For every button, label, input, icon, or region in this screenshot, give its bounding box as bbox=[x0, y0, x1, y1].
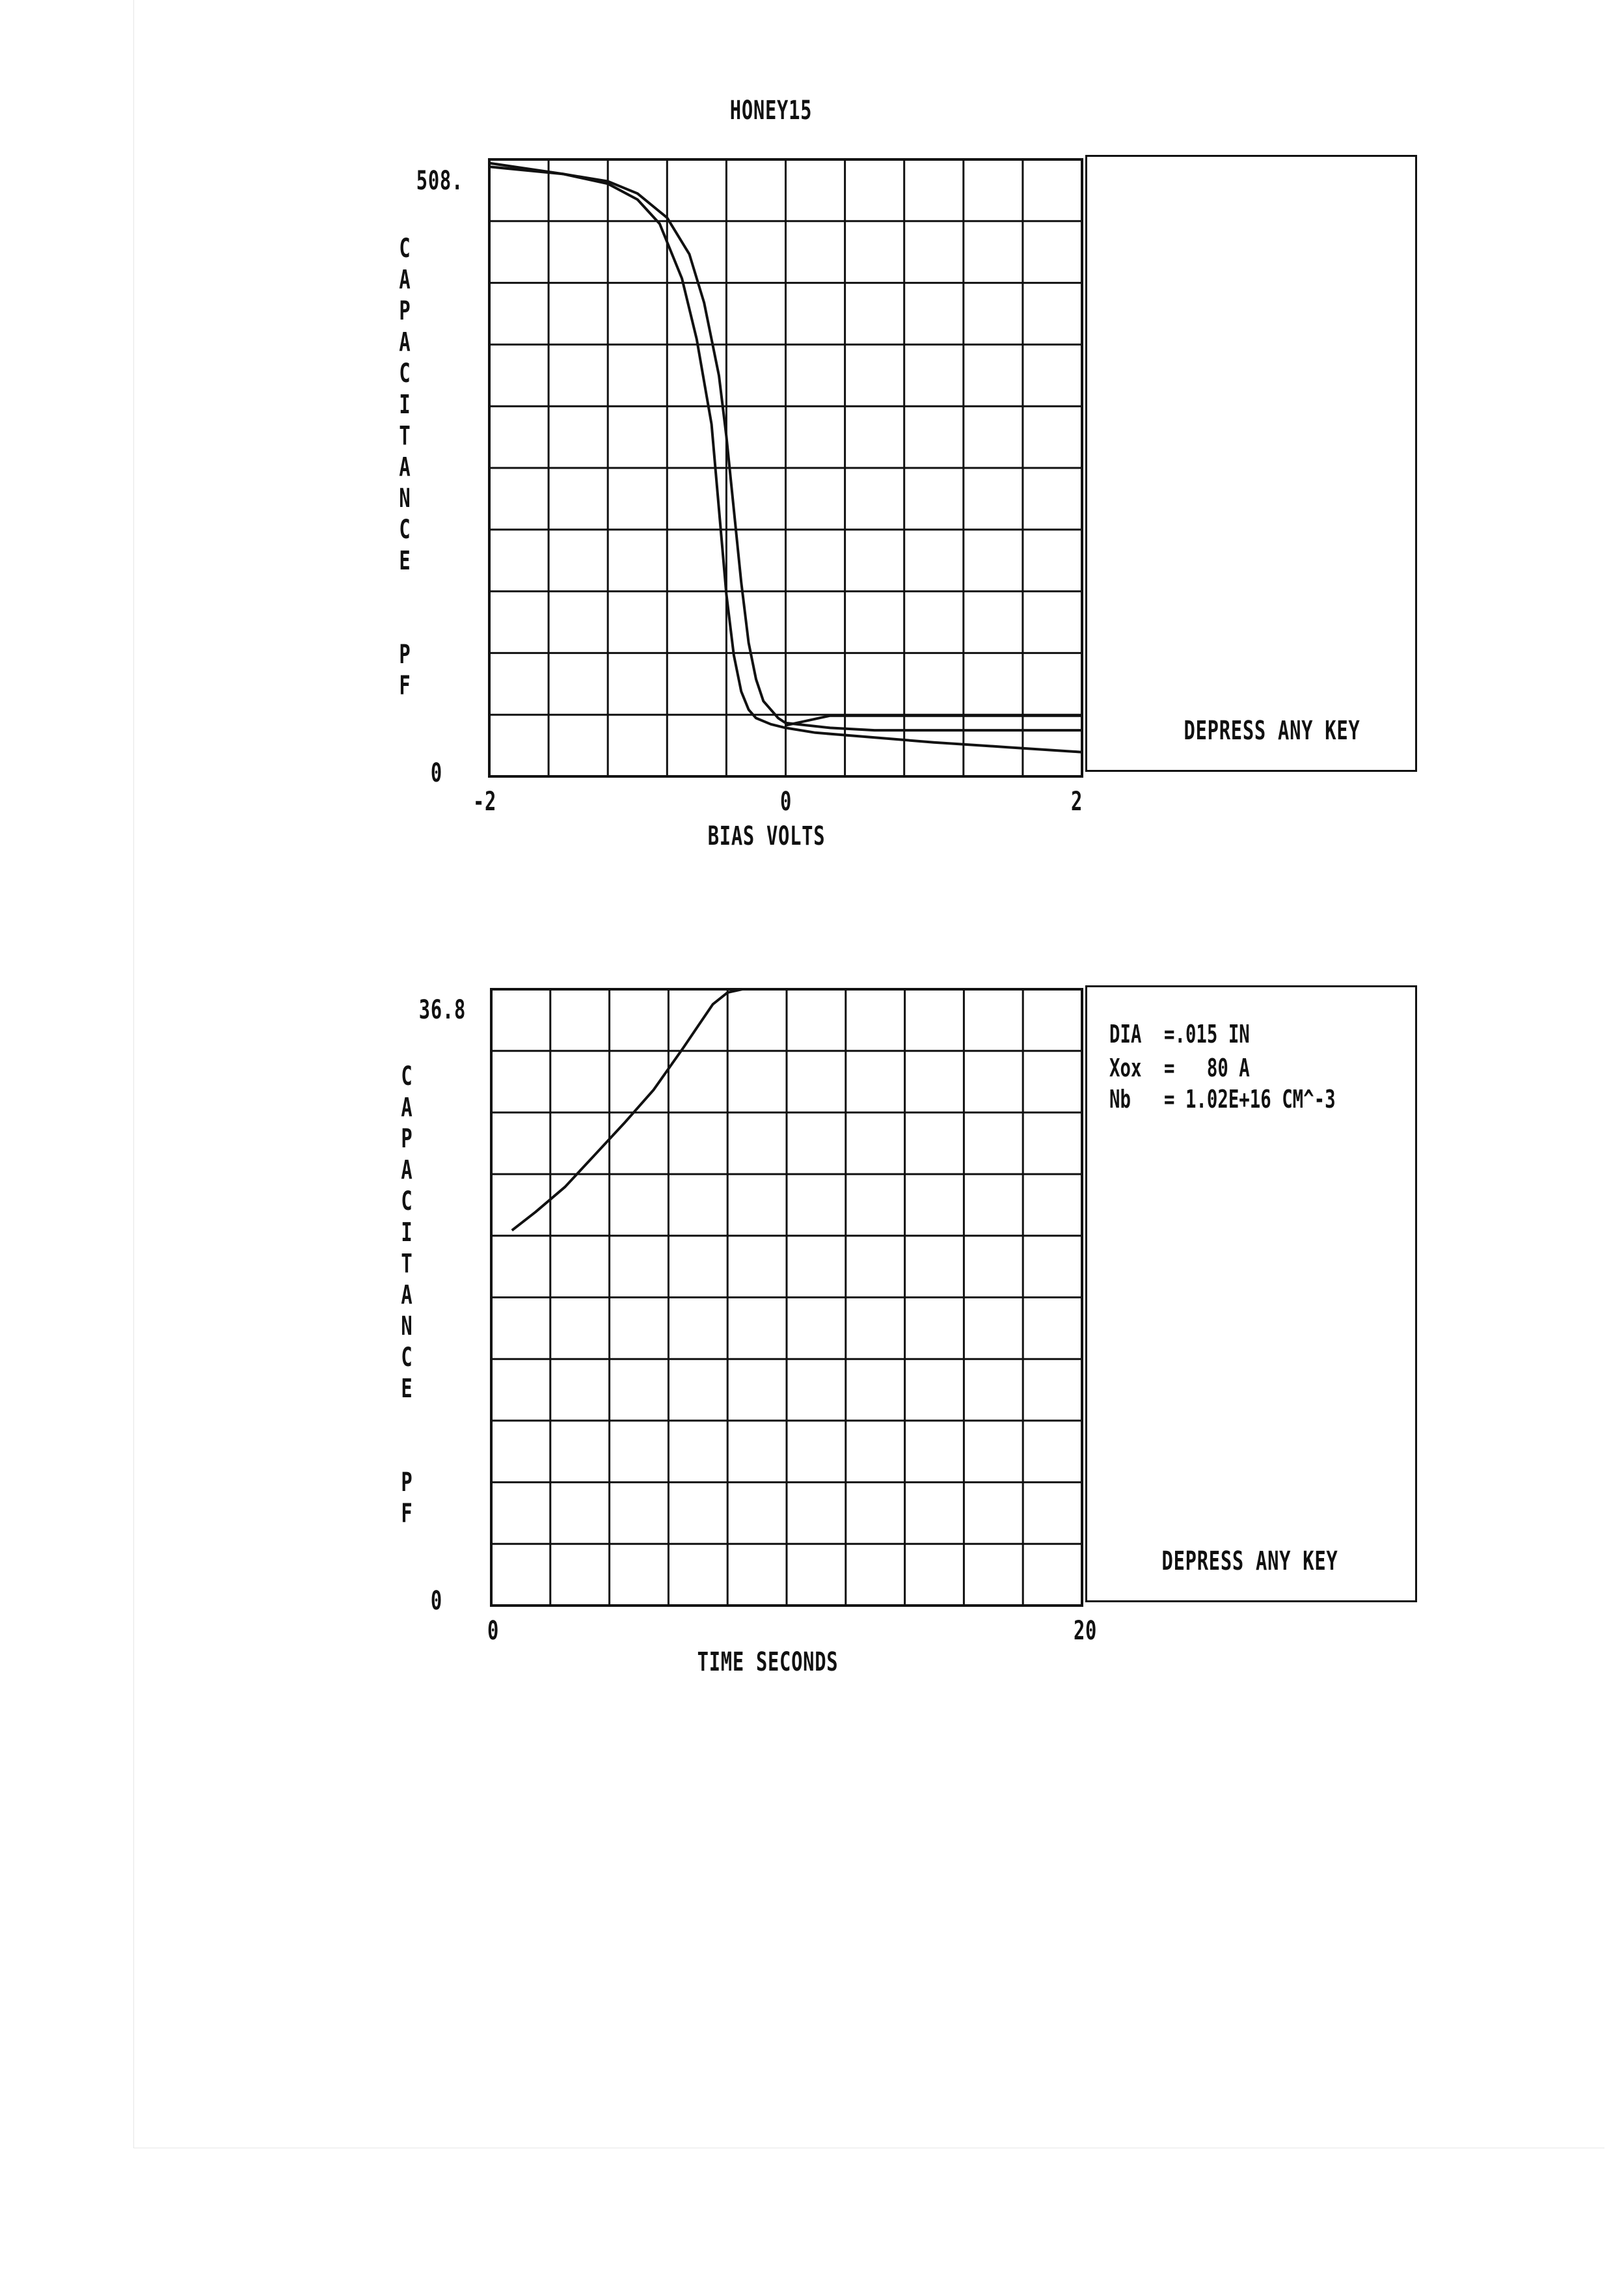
chart1-xtick-right: 2 bbox=[1070, 787, 1083, 817]
chart2-y-axis-title: C A P A C I T A N C E P F bbox=[401, 1061, 413, 1529]
chart1-y-axis-title: C A P A C I T A N C E P F bbox=[399, 234, 411, 701]
chart1-ymax-label: 508. bbox=[416, 166, 463, 196]
chart1-xtick-mid: 0 bbox=[779, 787, 792, 817]
chart2-ymin-label: 0 bbox=[430, 1586, 442, 1616]
chart2-series-1 bbox=[512, 989, 875, 1231]
chart2-side-panel bbox=[1085, 985, 1417, 1602]
param-value-nb: = 1.02E+16 CM^-3 bbox=[1164, 1085, 1336, 1114]
chart2-xtick-left: 0 bbox=[487, 1616, 500, 1646]
chart1-depress-any-key: DEPRESS ANY KEY bbox=[1184, 716, 1360, 746]
param-name-dia: DIA bbox=[1109, 1020, 1142, 1048]
chart1-ymin-label: 0 bbox=[430, 758, 442, 788]
param-name-nb: Nb bbox=[1109, 1085, 1131, 1114]
chart2-ymax-label: 36.8 bbox=[418, 995, 466, 1025]
chart1-xtick-left: -2 bbox=[472, 787, 497, 817]
page-title: HONEY15 bbox=[729, 96, 813, 126]
chart2-depress-any-key: DEPRESS ANY KEY bbox=[1161, 1546, 1338, 1576]
chart1-x-axis-title: BIAS VOLTS bbox=[707, 821, 826, 851]
chart2-xtick-right: 20 bbox=[1073, 1616, 1098, 1646]
param-value-xox: = 80 A bbox=[1164, 1054, 1250, 1082]
param-value-dia: =.015 IN bbox=[1164, 1020, 1250, 1048]
param-name-xox: Xox bbox=[1109, 1054, 1142, 1082]
chart2-x-axis-title: TIME SECONDS bbox=[697, 1647, 839, 1677]
